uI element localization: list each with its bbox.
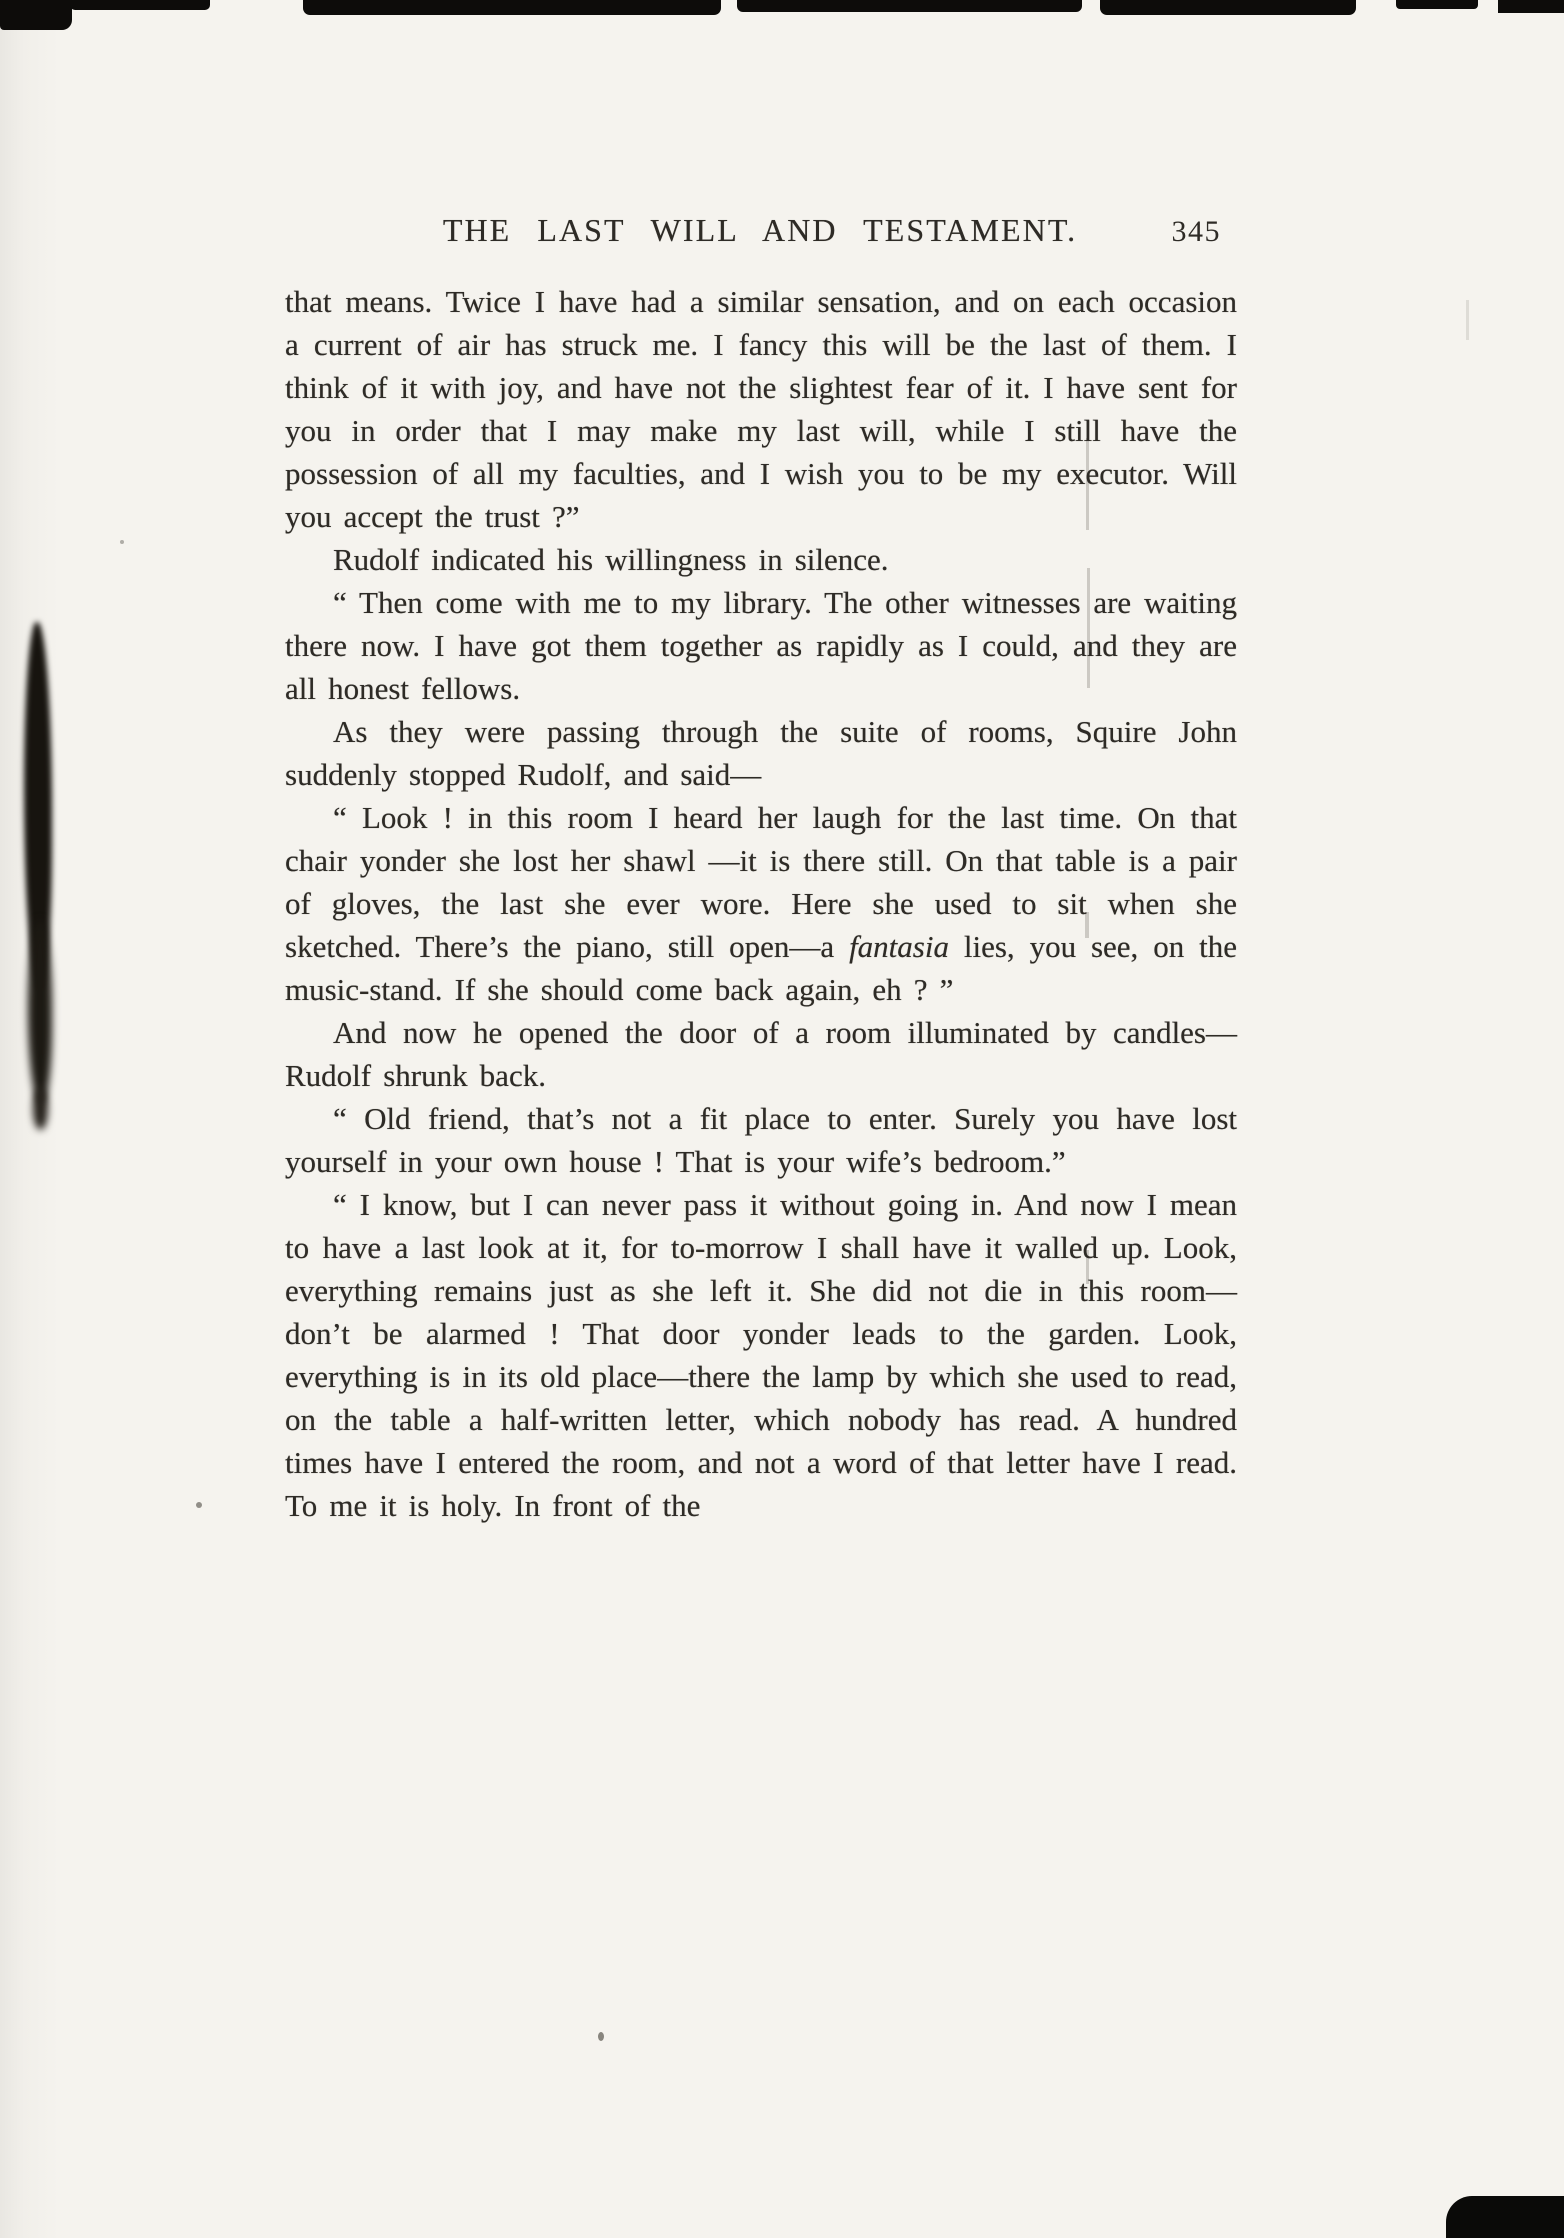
text-segment: “ Old friend, that’s not a fit place to enter. Surely you have lost yourself in your own house ! That is your wife’s bedroom.” — [285, 1101, 1237, 1179]
paragraph — [285, 1183, 1237, 1527]
paragraph — [285, 796, 1237, 1011]
running-header — [285, 212, 1235, 256]
page-title: THE LAST WILL AND TESTAMENT. — [442, 212, 1078, 248]
text-segment: And now he opened the door of a room illuminated by candles—Rudolf shrunk back. — [285, 1015, 1237, 1093]
scan-artifact-binding-smudge — [33, 1088, 48, 1130]
paragraph — [285, 1011, 1237, 1097]
scan-artifact-top-edge — [1498, 0, 1564, 13]
scan-artifact-speck — [196, 1502, 202, 1508]
scan-artifact-top-edge — [303, 0, 721, 15]
text-segment: Rudolf indicated his willingness in silence. — [333, 542, 889, 577]
scan-artifact-binding-smudge — [28, 920, 52, 1105]
scan-artifact-top-edge — [737, 0, 1082, 12]
scan-artifact-top-edge — [1396, 0, 1478, 9]
scan-artifact-top-edge — [70, 0, 210, 10]
paragraph — [285, 538, 1237, 581]
text-segment: that means. Twice I have had a similar sensation, and on each occasion a current of air has struck me. I fancy this will be the last of them. I think of it with joy, and have not the slightest fear of it. I have sent for you in order that I may make my last will, while I still have the possession of all my faculties, and I wish you to be my executor. Will you accept the trust ?” — [285, 284, 1237, 534]
scan-artifact-top-edge — [1100, 0, 1356, 15]
text-segment: “ I know, but I can never pass it without going in. And now I mean to have a last look at it, for to-morrow I shall have it walled up. Look, everything remains just as she left it. She did not die in this room—don’t be alarmed ! That door yonder leads to the garden. Look, everything is in its old place—there the lamp by which she used to read, on the table a half-written letter, which nobody has read. A hundred times have I entered the room, and not a word of that letter have I read. To me it is holy. In front of the — [285, 1187, 1237, 1523]
paragraph — [285, 280, 1237, 538]
scan-artifact-speck — [598, 2032, 604, 2041]
text-block — [285, 280, 1237, 1527]
paragraph — [285, 1097, 1237, 1183]
scan-artifact-speck — [1466, 300, 1469, 340]
text-segment: “ Then come with me to my library. The other witnesses are waiting there now. I have got them together as rapidly as I could, and they are all honest fellows. — [285, 585, 1237, 706]
text-segment: lies, you see, on the music-stand. If she should come back again, eh ? ” — [285, 929, 1237, 1007]
text-segment: As they were passing through the suite of rooms, Squire John suddenly stopped Rudolf, and said— — [285, 714, 1237, 792]
scan-artifact-bottom-right-corner — [1446, 2196, 1564, 2238]
italic-text: fantasia — [849, 929, 949, 964]
scan-artifact-speck — [120, 540, 124, 544]
scan-artifact-top-left-blob — [0, 0, 72, 30]
paragraph — [285, 710, 1237, 796]
paragraph — [285, 581, 1237, 710]
text-segment: “ Look ! in this room I heard her laugh for the last time. On that chair yonder she lost her shawl —it is there still. On that table is a pair of gloves, the last she ever wore. Here she used to sit when she sketched. There’s the piano, still open—a — [285, 800, 1237, 964]
page-number: 345 — [1171, 215, 1221, 248]
